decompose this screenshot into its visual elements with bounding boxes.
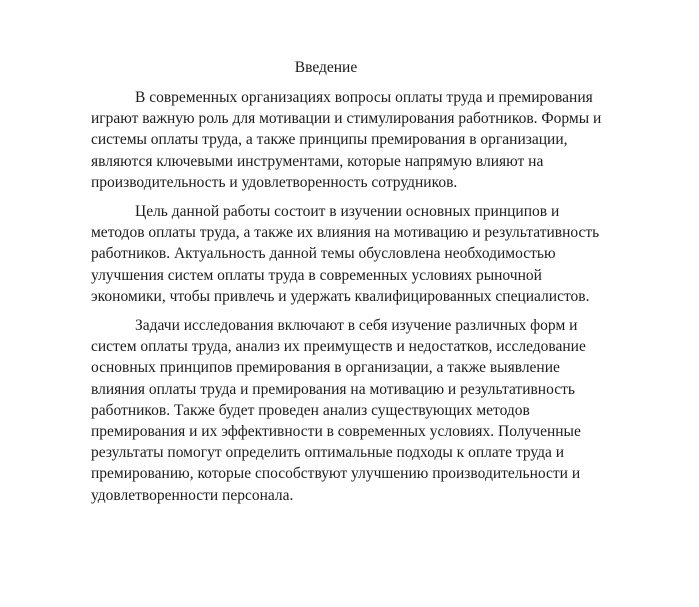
paragraph-line: Цель данной работы состоит в изучении основных принципов и — [135, 203, 560, 220]
paragraph-line: экономики, чтобы привлечь и удержать квалифицированных специалистов. — [91, 287, 590, 305]
paragraph-line: влияния оплаты труда и премирования на мотивацию и результативность — [91, 380, 575, 398]
paragraph-line: методов оплаты труда, а также их влияния на мотивацию и результативность — [91, 224, 600, 242]
document-title: Введение — [294, 59, 358, 76]
paragraph-tasks — [91, 315, 651, 506]
paragraph-line: результаты помогут определить оптимальные подходы к оплате труда и — [91, 444, 565, 462]
paragraph-line: основных принципов премирования в организации, а также выявление — [91, 359, 560, 377]
paragraph-line: В современных организациях вопросы оплаты труда и премирования — [135, 89, 593, 106]
paragraph-line: производительность и удовлетворенность сотрудников. — [91, 173, 458, 191]
paragraph-line: улучшения систем оплаты труда в современных условиях рыночной — [91, 266, 542, 284]
paragraph-line: играют важную роль для мотивации и стимулирования работников. Формы и — [91, 110, 602, 128]
paragraph-line: систем оплаты труда, анализ их преимуществ и недостатков, исследование — [91, 338, 586, 356]
paragraph-goal — [91, 201, 651, 307]
paragraph-line: Задачи исследования включают в себя изучение различных форм и — [135, 317, 578, 334]
paragraph-line: премирования и их эффективности в современных условиях. Полученные — [91, 423, 581, 441]
paragraph-line: являются ключевыми инструментами, которые напрямую влияют на — [91, 152, 544, 170]
paragraph-line: премированию, которые способствуют улучшению производительности и — [91, 465, 581, 483]
paragraph-line: системы оплаты труда, а также принципы премирования в организации, — [91, 131, 568, 149]
paragraph-line: удовлетворенности персонала. — [91, 486, 294, 504]
paragraph-line: работников. Актуальность данной темы обусловлена необходимостью — [91, 245, 556, 263]
paragraph-introduction — [91, 87, 651, 193]
paragraph-line: работников. Также будет проведен анализ существующих методов — [91, 401, 530, 419]
